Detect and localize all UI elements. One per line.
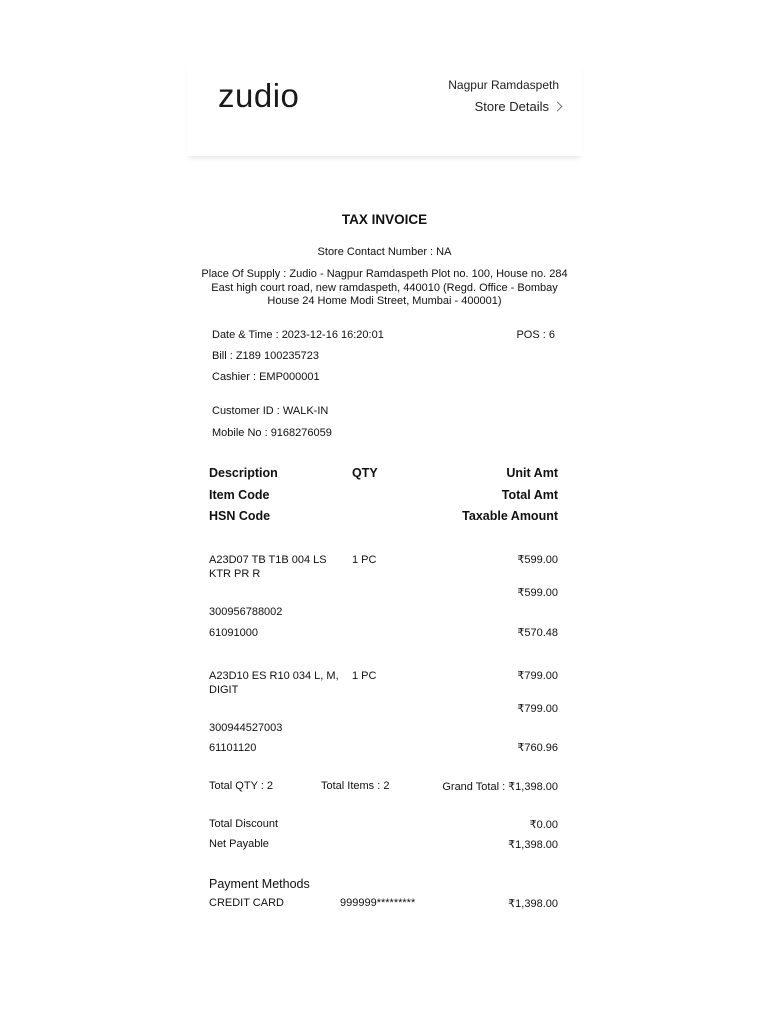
cashier: Cashier : EMP000001 xyxy=(212,371,320,383)
item-2-total-amt: ₹799.00 xyxy=(517,703,558,715)
store-details-label[interactable]: Store Details xyxy=(474,99,549,114)
item-1-qty: 1 PC xyxy=(352,554,377,566)
item-2-code: 300944527003 xyxy=(209,722,283,734)
payment-method: CREDIT CARD xyxy=(209,897,284,909)
zudio-logo xyxy=(218,79,343,115)
svg-text:zudio: zudio xyxy=(218,79,300,114)
item-1-total-amt: ₹599.00 xyxy=(517,587,558,599)
header-item-code: Item Code xyxy=(209,488,270,502)
total-discount-value: ₹0.00 xyxy=(529,819,558,831)
invoice-title: TAX INVOICE xyxy=(341,212,428,227)
payment-amount: ₹1,398.00 xyxy=(508,898,558,910)
payment-methods-title: Payment Methods xyxy=(209,877,310,891)
receipt xyxy=(187,0,582,1024)
item-1-hsn: 61091000 xyxy=(209,627,258,639)
header-description: Description xyxy=(209,466,278,480)
net-payable-value: ₹1,398.00 xyxy=(508,839,558,851)
item-1-code: 300956788002 xyxy=(209,606,283,618)
item-2-qty: 1 PC xyxy=(352,670,377,682)
header-hsn-code: HSN Code xyxy=(209,509,271,523)
item-2-description: A23D10 ES R10 034 L, M, DIGIT xyxy=(209,670,339,696)
customer-id: Customer ID : WALK-IN xyxy=(212,405,329,417)
item-2-hsn: 61101120 xyxy=(209,742,257,754)
header-taxable-amount: Taxable Amount xyxy=(462,509,558,523)
store-details-link[interactable] xyxy=(475,99,561,114)
mobile-number: Mobile No : 9168276059 xyxy=(212,427,332,439)
place-of-supply: Place Of Supply : Zudio - Nagpur Ramdaspeth Plot no. 100, House no. 284 East high court road, new ramdaspeth, 440010 (Regd. Office - Bombay House 24 Home Modi Street, Mumbai - 400001) xyxy=(201,268,568,307)
store-contact: Store Contact Number : NA xyxy=(317,246,452,258)
date-time: Date & Time : 2023-12-16 16:20:01 xyxy=(212,329,384,341)
net-payable-label: Net Payable xyxy=(209,838,269,850)
item-1-taxable: ₹570.48 xyxy=(517,627,558,639)
store-name: Nagpur Ramdaspeth xyxy=(448,78,559,92)
store-header xyxy=(187,62,582,156)
card-number: 999999********* xyxy=(340,897,416,909)
item-2-taxable: ₹760.96 xyxy=(517,742,558,754)
header-unit-amt: Unit Amt xyxy=(506,466,558,480)
header-total-amt: Total Amt xyxy=(501,488,558,502)
chevron-right-icon xyxy=(553,102,563,112)
item-2-unit-amt: ₹799.00 xyxy=(517,670,558,682)
item-1-description: A23D07 TB T1B 004 LS KTR PR R xyxy=(209,554,327,580)
total-items: Total Items : 2 xyxy=(321,780,390,792)
pos-number: POS : 6 xyxy=(516,329,555,341)
total-qty: Total QTY : 2 xyxy=(209,780,273,792)
total-discount-label: Total Discount xyxy=(209,818,279,830)
bill-number: Bill : Z189 100235723 xyxy=(212,350,320,362)
header-qty: QTY xyxy=(352,466,378,480)
item-1-unit-amt: ₹599.00 xyxy=(517,554,558,566)
grand-total: Grand Total : ₹1,398.00 xyxy=(442,781,558,793)
